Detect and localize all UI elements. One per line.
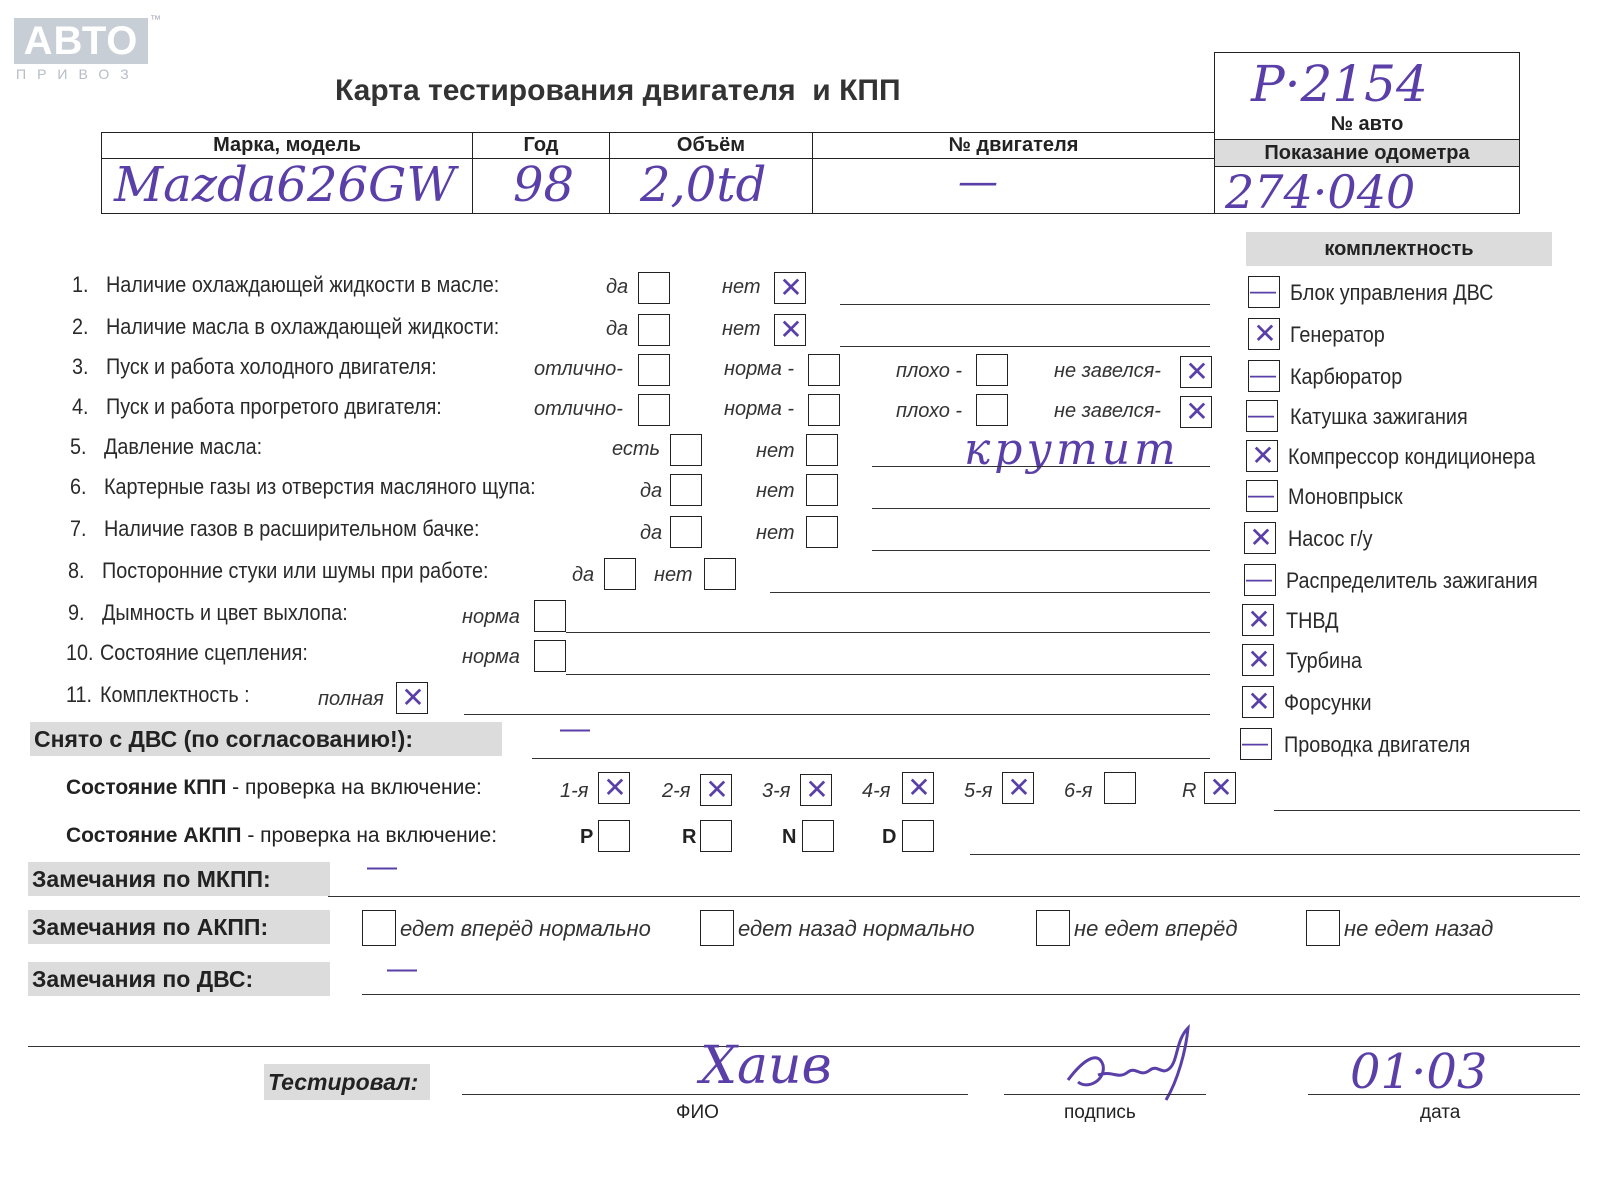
option-label: отлично-	[534, 358, 623, 380]
completeness-item: Катушка зажигания	[1290, 404, 1468, 429]
note-line	[872, 508, 1210, 509]
checkbox-yes[interactable]	[638, 272, 670, 304]
kpp-line	[1274, 810, 1580, 811]
checkbox-gear-4[interactable]	[902, 772, 934, 804]
x-mark: ✕	[1247, 603, 1271, 636]
x-mark: ✕	[401, 681, 425, 714]
date-value: 01·03	[1350, 1044, 1488, 1100]
checkbox-no[interactable]	[806, 516, 838, 548]
checkbox-absent[interactable]	[806, 434, 838, 466]
handwritten-note: крутит	[964, 424, 1180, 475]
checkbox-forward-ok[interactable]	[362, 910, 396, 946]
header-table	[101, 132, 1215, 214]
checkbox-bad[interactable]	[976, 354, 1008, 386]
checkbox-mode-n[interactable]	[802, 820, 834, 852]
item-number: 9.	[68, 600, 85, 625]
x-mark: ✕	[907, 771, 931, 804]
removed-line	[532, 758, 1210, 759]
logo-tm: ™	[150, 14, 161, 26]
x-mark: ✕	[1253, 317, 1277, 350]
option-label: плохо -	[896, 400, 963, 422]
x-mark: ✕	[1247, 643, 1271, 676]
checkbox-gear-2[interactable]	[700, 774, 732, 806]
checkbox-not-started[interactable]	[1180, 396, 1212, 428]
fio-label: ФИО	[676, 1102, 719, 1123]
checkbox-present[interactable]	[670, 434, 702, 466]
volume-value: 2,0td	[640, 157, 767, 214]
signature-drawing	[1058, 1020, 1218, 1110]
option-label: да	[640, 522, 663, 544]
akpp-option: едет назад нормально	[738, 916, 975, 941]
option-label: есть	[612, 438, 661, 460]
logo-subtitle: ПРИВОЗ	[16, 66, 140, 82]
checkbox-no[interactable]	[774, 272, 806, 304]
note-line	[770, 592, 1210, 593]
gear-label: 4-я	[862, 780, 891, 802]
note-line	[566, 632, 1210, 633]
checkbox-ignition-coil[interactable]	[1246, 400, 1278, 432]
checkbox-normal[interactable]	[534, 600, 566, 632]
checkbox-excellent[interactable]	[638, 394, 670, 426]
x-mark: ✕	[779, 271, 803, 304]
checkbox-complete[interactable]	[396, 682, 428, 714]
checkbox-gear-6[interactable]	[1104, 772, 1136, 804]
option-label: отлично-	[534, 398, 623, 420]
option-label: нет	[722, 276, 761, 298]
odometer-label: Показание одометра	[1215, 139, 1519, 167]
x-mark: ✕	[1247, 685, 1271, 718]
item-number: 2.	[72, 314, 89, 339]
item-text: Картерные газы из отверстия масляного щупа:	[104, 474, 536, 499]
logo-text: АВТО	[23, 19, 139, 63]
checkbox-bad[interactable]	[976, 394, 1008, 426]
item-text: Наличие газов в расширительном бачке:	[104, 516, 480, 541]
mkpp-line	[328, 896, 1580, 897]
checkbox-no-reverse[interactable]	[1306, 910, 1340, 946]
completeness-item: Форсунки	[1284, 690, 1372, 715]
item-number: 3.	[72, 354, 89, 379]
checkbox-yes[interactable]	[638, 314, 670, 346]
gear-label: 6-я	[1064, 780, 1093, 802]
note-line	[872, 466, 1210, 467]
dvs-line	[362, 994, 1580, 995]
engine-no-value: —	[958, 159, 998, 206]
option-label: норма -	[724, 358, 795, 380]
checkbox-normal[interactable]	[534, 640, 566, 672]
dash-mark: —	[1250, 359, 1276, 389]
option-label: норма	[462, 606, 520, 628]
x-mark: ✕	[603, 771, 627, 804]
gear-label: 2-я	[662, 780, 691, 802]
checkbox-yes[interactable]	[670, 516, 702, 548]
item-number: 8.	[68, 558, 85, 583]
x-mark: ✕	[1251, 439, 1275, 472]
option-label: да	[640, 480, 663, 502]
checkbox-distributor[interactable]	[1244, 564, 1276, 596]
mkpp-dash: —	[367, 850, 397, 883]
akpp-label	[66, 824, 497, 848]
mode-label: R	[682, 826, 697, 848]
option-label: нет	[654, 564, 693, 586]
note-line	[872, 550, 1210, 551]
dash-mark: —	[1246, 563, 1272, 593]
kpp-label-rest: - проверка на включение:	[226, 776, 482, 799]
checkbox-excellent[interactable]	[638, 354, 670, 386]
checkbox-power-steering-pump[interactable]	[1244, 522, 1276, 554]
checkbox-normal[interactable]	[808, 394, 840, 426]
note-line	[840, 346, 1210, 347]
car-number-box	[1214, 52, 1520, 219]
gear-label: R	[1182, 780, 1197, 802]
item-number: 4.	[72, 394, 89, 419]
completeness-item: Генератор	[1290, 322, 1385, 347]
option-label: нет	[756, 480, 795, 502]
akpp-option: не едет вперёд	[1074, 916, 1238, 941]
brand-value: Mazda626GW	[114, 157, 456, 214]
item-number: 5.	[70, 434, 87, 459]
x-mark: ✕	[705, 773, 729, 806]
option-label: нет	[756, 440, 795, 462]
note-line	[840, 304, 1210, 305]
tested-label: Тестировал:	[264, 1064, 430, 1100]
remarks-akpp-label: Замечания по АКПП:	[28, 910, 330, 944]
checkbox-mode-p[interactable]	[598, 820, 630, 852]
date-label: дата	[1420, 1102, 1461, 1123]
car-number-value: Р·2154	[1251, 55, 1428, 113]
mode-label: N	[782, 826, 797, 848]
checkbox-gear-r[interactable]	[1204, 772, 1236, 804]
removed-label: Снято с ДВС (по согласованию!):	[30, 722, 502, 756]
page-title: Карта тестирования двигателя и КПП	[335, 74, 901, 107]
completeness-item: Распределитель зажигания	[1286, 568, 1538, 593]
item-text: Пуск и работа прогретого двигателя:	[106, 394, 442, 419]
mode-label: P	[580, 826, 594, 848]
x-mark: ✕	[1185, 395, 1209, 428]
completeness-item: Проводка двигателя	[1284, 732, 1471, 757]
option-label: да	[572, 564, 595, 586]
item-text: Пуск и работа холодного двигателя:	[106, 354, 437, 379]
x-mark: ✕	[805, 773, 829, 806]
checkbox-mode-r[interactable]	[700, 820, 732, 852]
option-label: не завелся-	[1054, 360, 1161, 382]
dash-mark: —	[1248, 479, 1274, 509]
completeness-item: Моновпрыск	[1288, 484, 1403, 509]
checkbox-gear-5[interactable]	[1002, 772, 1034, 804]
checkbox-ecu[interactable]	[1248, 276, 1280, 308]
akpp-option: не едет назад	[1344, 916, 1494, 941]
gear-label: 1-я	[560, 780, 589, 802]
item-number: 6.	[70, 474, 87, 499]
engine-no-label: № двигателя	[813, 133, 1215, 159]
x-mark: ✕	[1185, 355, 1209, 388]
option-label: норма -	[724, 398, 795, 420]
completeness-item: Компрессор кондиционера	[1288, 444, 1536, 469]
kpp-label-bold: Состояние КПП	[66, 776, 227, 799]
completeness-item: Карбюратор	[1290, 364, 1403, 389]
mode-label: D	[882, 826, 897, 848]
gear-label: 3-я	[762, 780, 791, 802]
dvs-dash: —	[387, 952, 417, 985]
logo	[14, 18, 148, 64]
fio-value: Хаив	[700, 1036, 832, 1096]
option-label: да	[606, 318, 629, 340]
checkbox-turbo[interactable]	[1242, 644, 1274, 676]
kpp-label	[66, 776, 482, 800]
item-text: Наличие охлаждающей жидкости в масле:	[106, 272, 500, 297]
sign-line	[1004, 1094, 1206, 1095]
fio-line	[462, 1094, 968, 1095]
dash-mark: —	[1242, 727, 1268, 757]
option-label: да	[606, 276, 629, 298]
checkbox-normal[interactable]	[808, 354, 840, 386]
note-line	[566, 674, 1210, 675]
option-label: полная	[318, 688, 384, 710]
x-mark: ✕	[1209, 771, 1233, 804]
x-mark: ✕	[1249, 521, 1273, 554]
checkbox-gear-3[interactable]	[800, 774, 832, 806]
year-value: 98	[513, 157, 575, 214]
item-text: Посторонние стуки или шумы при работе:	[102, 558, 489, 583]
akpp-label-rest: - проверка на включение:	[241, 824, 498, 847]
checkbox-carburetor[interactable]	[1248, 360, 1280, 392]
item-text: Давление масла:	[104, 434, 263, 459]
option-label: плохо -	[896, 360, 963, 382]
item-number: 1.	[72, 272, 89, 297]
option-label: нет	[722, 318, 761, 340]
completeness-item: Насос г/у	[1288, 526, 1373, 551]
option-label: не завелся-	[1054, 400, 1161, 422]
checkbox-no[interactable]	[704, 558, 736, 590]
checkbox-generator[interactable]	[1248, 318, 1280, 350]
checkbox-injection-pump[interactable]	[1242, 604, 1274, 636]
x-mark: ✕	[779, 313, 803, 346]
odometer-value: 274·040	[1225, 165, 1416, 219]
car-number-label: № авто	[1330, 113, 1404, 135]
checkbox-injectors[interactable]	[1242, 686, 1274, 718]
removed-dash: —	[560, 712, 590, 745]
dash-mark: —	[1250, 275, 1276, 305]
item-text: Дымность и цвет выхлопа:	[102, 600, 348, 625]
checkbox-gear-1[interactable]	[598, 772, 630, 804]
checkbox-mode-d[interactable]	[902, 820, 934, 852]
checkbox-engine-wiring[interactable]	[1240, 728, 1272, 760]
checkbox-ac-compressor[interactable]	[1246, 440, 1278, 472]
item-number: 11.	[66, 682, 93, 707]
completeness-title: комплектность	[1246, 232, 1552, 266]
checkbox-yes[interactable]	[670, 474, 702, 506]
dash-mark: —	[1248, 399, 1274, 429]
akpp-label-bold: Состояние АКПП	[66, 824, 242, 847]
x-mark: ✕	[1007, 771, 1031, 804]
completeness-item: ТНВД	[1286, 608, 1339, 633]
checkbox-no-forward[interactable]	[1036, 910, 1070, 946]
volume-label: Объём	[610, 133, 813, 159]
item-text: Комплектность :	[100, 682, 250, 707]
checkbox-not-started[interactable]	[1180, 356, 1212, 388]
year-label: Год	[473, 133, 610, 159]
remarks-mkpp-label: Замечания по МКПП:	[28, 862, 330, 896]
sign-label: подпись	[1064, 1102, 1136, 1123]
akpp-option: едет вперёд нормально	[400, 916, 651, 941]
item-number: 7.	[70, 516, 87, 541]
item-text: Наличие масла в охлаждающей жидкости:	[106, 314, 500, 339]
remarks-dvs-label: Замечания по ДВС:	[28, 962, 330, 996]
checkbox-no[interactable]	[774, 314, 806, 346]
checkbox-yes[interactable]	[604, 558, 636, 590]
option-label: нет	[756, 522, 795, 544]
completeness-item: Блок управления ДВС	[1290, 280, 1494, 305]
item-text: Состояние сцепления:	[100, 640, 308, 665]
item-number: 10.	[66, 640, 94, 665]
gear-label: 5-я	[964, 780, 993, 802]
akpp-line	[970, 854, 1580, 855]
completeness-item: Турбина	[1286, 648, 1363, 673]
checkbox-mono-injection[interactable]	[1246, 480, 1278, 512]
checkbox-reverse-ok[interactable]	[700, 910, 734, 946]
date-line	[1308, 1094, 1580, 1095]
signature	[1058, 1020, 1218, 1110]
option-label: норма	[462, 646, 520, 668]
brand-label: Марка, модель	[102, 133, 473, 159]
checkbox-no[interactable]	[806, 474, 838, 506]
